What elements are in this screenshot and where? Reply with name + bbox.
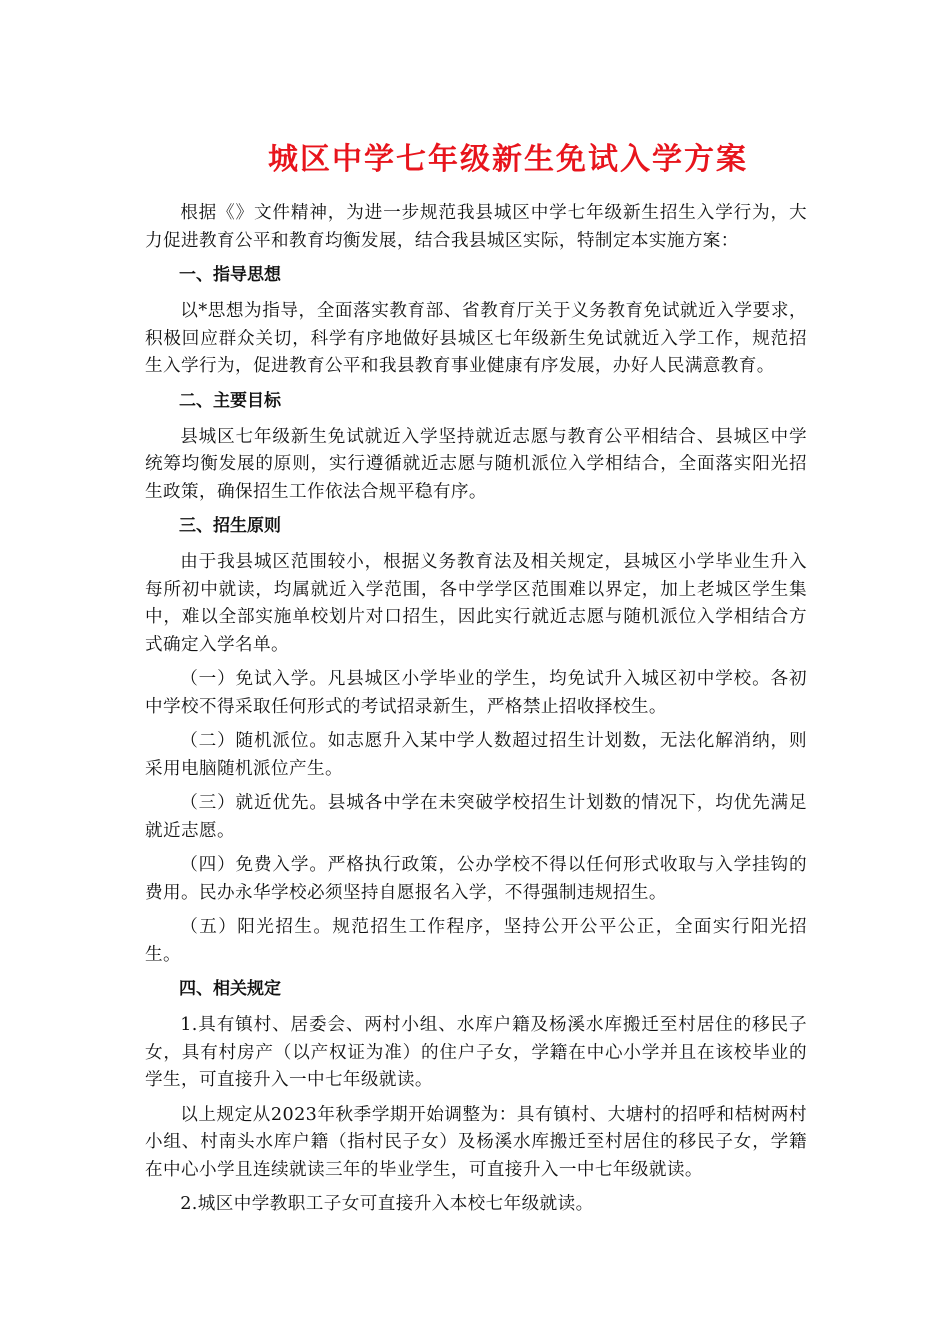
section-heading-main-goals: 二、主要目标: [179, 390, 281, 411]
paragraph: （二）随机派位。如志愿升入某中学人数超过招生计划数，无法化解消纳，则采用电脑随机派位产生。: [145, 731, 807, 779]
paragraph: 以*思想为指导，全面落实教育部、省教育厅关于义务教育免试就近入学要求，积极回应群众关切，科学有序地做好县城区七年级新生免试就近入学工作，规范招生入学行为，促进教育公平和我县教育事业健康有序发展，办好人民满意教育。: [145, 301, 807, 376]
section-heading-guiding-ideology: 一、指导思想: [179, 265, 281, 285]
section-heading-enrollment-principles: 三、招生原则: [179, 516, 281, 536]
document-title: 城区中学七年级新生免试入学方案: [268, 142, 748, 177]
section-heading-related-regulations: 四、相关规定: [179, 979, 281, 999]
paragraph: （四）免费入学。严格执行政策，公办学校不得以任何形式收取与入学挂钩的费用。民办永华学校必须坚持自愿报名入学，不得强制违规招生。: [145, 855, 807, 903]
paragraph: （三）就近优先。县城各中学在未突破学校招生计划数的情况下，均优先满足就近志愿。: [145, 793, 807, 841]
paragraph: 县城区七年级新生免试就近入学坚持就近志愿与教育公平相结合、县城区中学统筹均衡发展的原则，实行遵循就近志愿与随机派位入学相结合，全面落实阳光招生政策，确保招生工作依法合规平稳有序。: [145, 426, 807, 502]
intro-paragraph: 根据《》文件精神，为进一步规范我县城区中学七年级新生招生入学行为，大力促进教育公平和教育均衡发展，结合我县城区实际，特制定本实施方案：: [145, 203, 807, 251]
paragraph: 由于我县城区范围较小，根据义务教育法及相关规定，县城区小学毕业生升入每所初中就读，均属就近入学范围，各中学学区范围难以界定，加上老城区学生集中，难以全部实施单校划片对口招生，因此实行就近志愿与随机派位入学相结合方式确定入学名单。: [145, 552, 807, 655]
paragraph: 2.城区中学教职工子女可直接升入本校七年级就读。: [180, 1194, 594, 1214]
paragraph: 1.具有镇村、居委会、两村小组、水库户籍及杨溪水库搬迁至村居住的移民子女，具有村房产（以产权证为准）的住户子女，学籍在中心小学并且在该校毕业的学生，可直接升入一中七年级就读。: [145, 1015, 807, 1090]
paragraph: （五）阳光招生。规范招生工作程序，坚持公开公平公正，全面实行阳光招生。: [145, 917, 807, 965]
paragraph: （一）免试入学。凡县城区小学毕业的学生，均免试升入城区初中学校。各初中学校不得采取任何形式的考试招录新生，严格禁止招收择校生。: [145, 669, 807, 717]
document-page: [145, 138, 807, 1226]
paragraph: 以上规定从2023年秋季学期开始调整为：具有镇村、大塘村的招呼和桔树两村小组、村南头水库户籍（指村民子女）及杨溪水库搬迁至村居住的移民子女，学籍在中心小学且连续就读三年的毕业学生，可直接升入一中七年级就读。: [145, 1104, 807, 1180]
